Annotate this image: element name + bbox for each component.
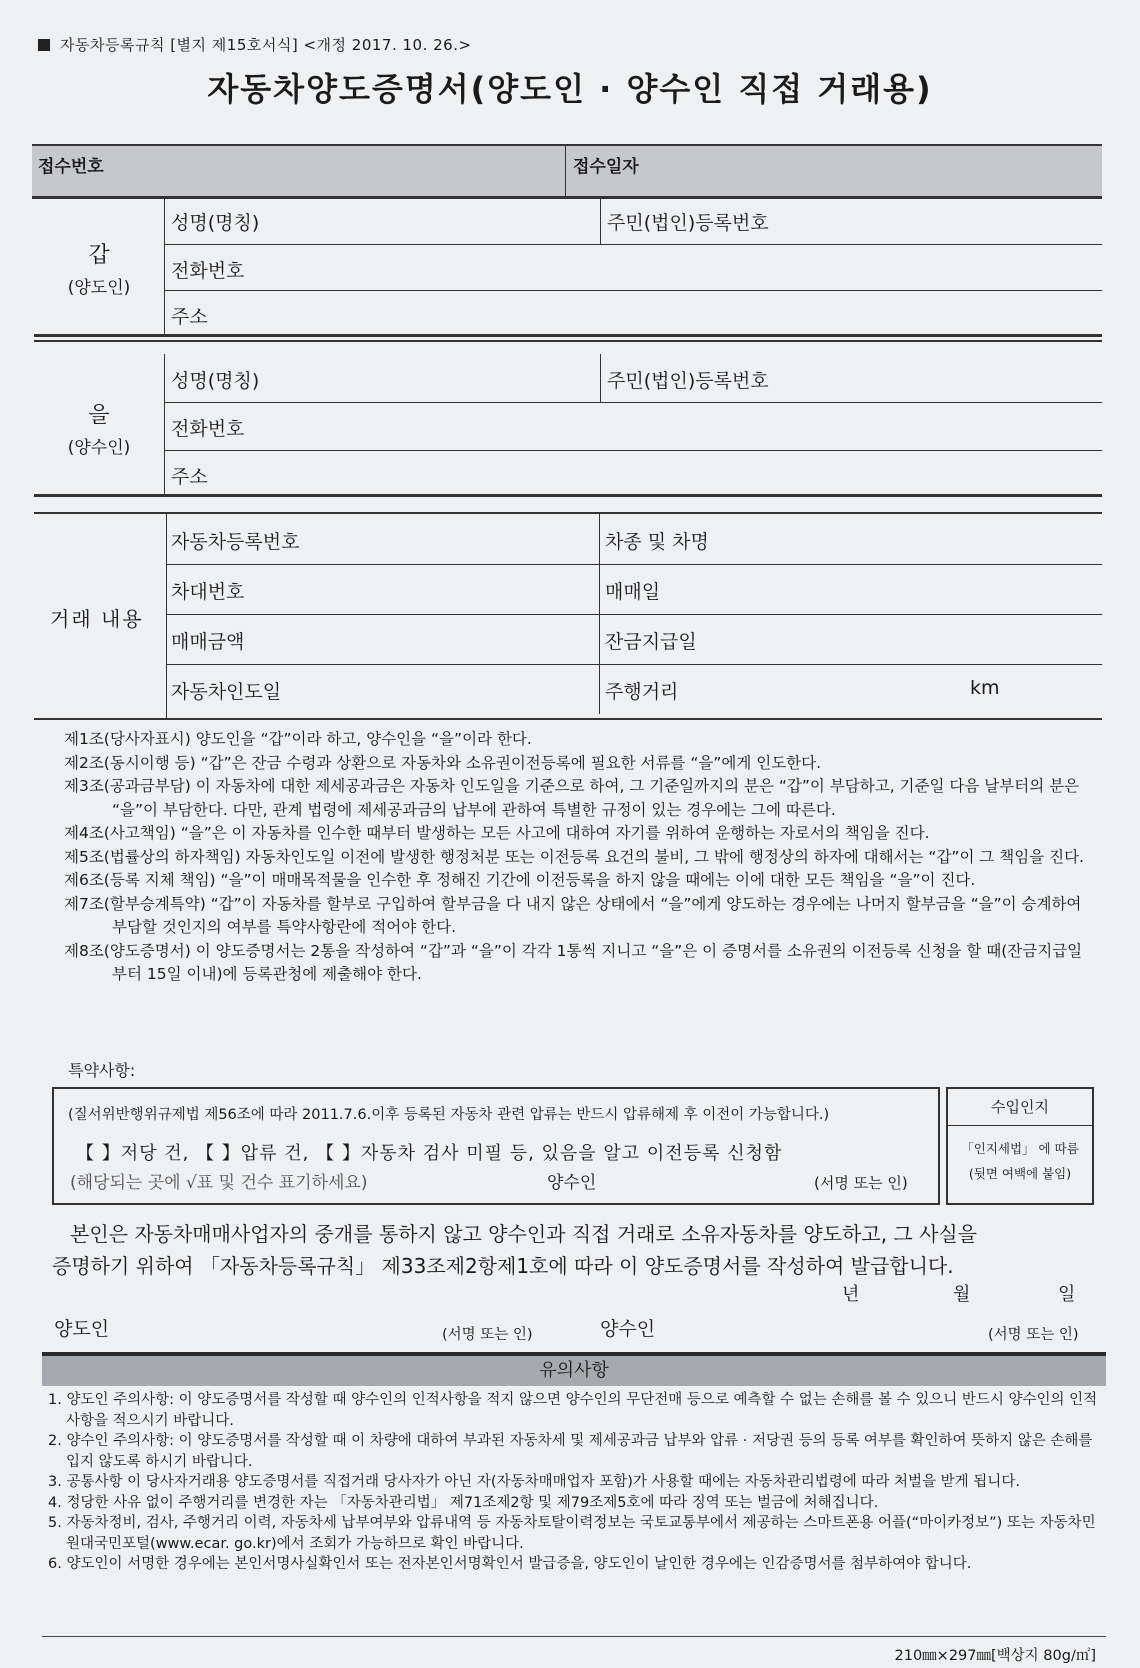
trade-row-2: [167, 564, 1102, 615]
row-divider: [599, 514, 600, 564]
buyer-name-row: [165, 354, 1102, 403]
special-terms-checklist[interactable]: 【 】저당 건, 【 】압류 건, 【 】자동차 검사 미필 등, 있음을 알고 이전등록 신청함: [76, 1143, 783, 1164]
row-divider: [599, 614, 600, 664]
special-transferee-label: 양수인: [547, 1173, 597, 1193]
reg-number-field[interactable]: 자동차등록번호: [171, 531, 300, 553]
note-item: 5. 자동차정비, 검사, 주행거리 이력, 자동차세 납부여부와 압류내역 등 자동차토탈이력정보는 국토교통부에서 제공하는 스마트폰용 어플(“마이카정보”) 또는 자동차민원대국민포털(www.ecar. go.kr)에서 조회가 가능하므로 확인 바랍니다.: [48, 1515, 1096, 1552]
date-day[interactable]: 일: [1058, 1284, 1076, 1305]
buyer-label-cell: [34, 354, 165, 494]
article: 제1조(당사자표시) 양도인을 “갑”이라 하고, 양수인을 “을”이라 한다.: [64, 730, 532, 748]
seller-name-field[interactable]: 성명(명칭): [171, 212, 260, 234]
bottom-rule: [42, 1636, 1106, 1637]
buyer-phone-field[interactable]: 전화번호: [171, 418, 245, 440]
revenue-stamp-note-2: (뒷면 여백에 붙임): [968, 1166, 1072, 1181]
trade-label-cell: [34, 514, 167, 718]
seller-phone-row: [165, 244, 1102, 291]
transferee-signature[interactable]: (서명 또는 인): [988, 1327, 1079, 1343]
receipt-date-label: 접수일자: [573, 157, 639, 177]
transferor-signature[interactable]: (서명 또는 인): [442, 1327, 533, 1343]
special-terms-box[interactable]: [52, 1087, 940, 1205]
seller-id-field[interactable]: 주민(법인)등록번호: [607, 212, 769, 234]
row-divider: [599, 564, 600, 614]
transferor-label: 양도인: [54, 1318, 110, 1340]
buyer-sublabel: (양수인): [67, 438, 131, 458]
form-reference-text: 자동차등록규칙 [별지 제15호서식] <개정 2017. 10. 26.>: [60, 36, 472, 54]
notes-list: [48, 1390, 1098, 1575]
balance-date-field[interactable]: 잔금지급일: [605, 631, 697, 653]
buyer-id-field[interactable]: 주민(법인)등록번호: [607, 370, 769, 392]
date-month[interactable]: 월: [953, 1284, 971, 1305]
square-bullet-icon: [38, 39, 50, 51]
vin-field[interactable]: 차대번호: [171, 581, 245, 603]
row-divider: [599, 664, 600, 714]
article: 제8조(양도증명서) 이 양도증명서는 2통을 작성하여 “갑”과 “을”이 각각 1통씩 지니고 “을”은 이 증명서를 소유권의 이전등록 신청을 할 때(잔금지급일부터 15일 이내)에 등록관청에 제출해야 한다.: [64, 941, 1083, 983]
buyer-name-field[interactable]: 성명(명칭): [171, 370, 260, 392]
revenue-stamp-note-1: 「인지세법」 에 따름: [961, 1141, 1079, 1156]
receipt-bar: [32, 144, 1102, 199]
note-item: 4. 정당한 사유 없이 주행거리를 변경한 자는 「자동차관리법」 제71조제2항 및 제79조제5호에 따라 징역 또는 벌금에 처해집니다.: [48, 1494, 879, 1511]
buyer-address-field[interactable]: 주소: [171, 466, 208, 488]
seller-label-cell: [34, 196, 165, 334]
trade-label: 거래 내용: [50, 607, 144, 631]
buyer-label: 을: [88, 403, 110, 428]
seller-section: [34, 196, 1102, 337]
price-field[interactable]: 매매금액: [171, 631, 245, 653]
article: 제5조(법률상의 하자책임) 자동차인도일 이전에 발생한 행정처분 또는 이전등록 요건의 불비, 그 밖에 행정상의 하자에 대해서는 “갑”이 그 책임을 진다.: [64, 847, 1084, 866]
notes-title: 유의사항: [42, 1352, 1106, 1386]
special-terms-hint: (해당되는 곳에 √표 및 건수 표기하세요): [70, 1173, 368, 1193]
contract-articles: [64, 728, 1084, 987]
declaration-line: 증명하기 위하여 「자동차등록규칙」 제33조제2항제1호에 따라 이 양도증명서를 작성하여 발급합니다.: [52, 1254, 954, 1278]
article: 제7조(할부승계특약) “갑”이 자동차를 할부로 구입하여 할부금을 다 내지 않은 상태에서 “을”에게 양도하는 경우에는 나머지 할부금을 “을”이 승계하여 부담할 것인지의 여부를 특약사항란에 적어야 한다.: [64, 894, 1082, 936]
date-year[interactable]: 년: [842, 1284, 860, 1305]
seller-phone-field[interactable]: 전화번호: [171, 260, 245, 282]
note-item: 6. 양도인이 서명한 경우에는 본인서명사실확인서 또는 전자본인서명확인서 발급증을, 양도인이 날인한 경우에는 인감증명서를 첨부하여야 합니다.: [48, 1556, 972, 1572]
special-terms-label: 특약사항:: [68, 1061, 136, 1080]
note-item: 3. 공통사항 이 당사자거래용 양도증명서를 직접거래 당사자가 아닌 자(자동차매매업자 포함)가 사용할 때에는 자동차관리법령에 따라 처벌을 받게 됩니다.: [48, 1474, 1020, 1490]
special-signature-field[interactable]: (서명 또는 인): [814, 1174, 908, 1192]
article: 제6조(등록 지체 책임) “을”이 매매목적물을 인수한 후 정해진 기간에 이전등록을 하지 않을 때에는 이에 대한 모든 책임을 “을”이 진다.: [64, 871, 976, 889]
receipt-divider: [565, 146, 566, 196]
declaration-line: 본인은 자동차매매사업자의 중개를 통하지 않고 양수인과 직접 거래로 소유자동차를 양도하고, 그 사실을: [70, 1222, 978, 1246]
row-divider: [600, 196, 601, 244]
model-field[interactable]: 차종 및 차명: [605, 531, 709, 553]
article: 제2조(동시이행 등) “갑”은 잔금 수령과 상환으로 자동차와 소유권이전등록에 필요한 서류를 “을”에게 인도한다.: [64, 753, 822, 772]
mileage-unit: km: [970, 677, 1000, 699]
trade-row-1: [167, 514, 1102, 565]
buyer-phone-row: [165, 402, 1102, 451]
paper-spec: 210㎜×297㎜[백상지 80g/㎡]: [894, 1648, 1096, 1664]
buyer-section: [34, 354, 1102, 497]
buyer-address-row: [165, 450, 1102, 494]
row-divider: [600, 354, 601, 402]
receipt-number-label: 접수번호: [38, 157, 104, 177]
form-reference: [38, 34, 472, 55]
sale-date-field[interactable]: 매매일: [605, 581, 661, 603]
transferee-label: 양수인: [600, 1318, 656, 1340]
delivery-date-field[interactable]: 자동차인도일: [171, 681, 282, 703]
seller-name-row: [165, 196, 1102, 245]
seller-sublabel: (양도인): [67, 278, 131, 298]
document-title: 자동차양도증명서(양도인 · 양수인 직접 거래용): [207, 70, 933, 108]
article: 제3조(공과금부담) 이 자동차에 대한 제세공과금은 자동차 인도일을 기준으로 하여, 그 기준일까지의 분은 “갑”이 부담하고, 기준일 다음 날부터의 분은 “을”이 부담한다. 다만, 관계 법령에 제세공과금의 납부에 관하여 특별한 규정이 있는 경우에는 그에 따른다.: [64, 777, 1080, 819]
seller-address-field[interactable]: 주소: [171, 306, 208, 328]
section-rule: [34, 340, 1102, 342]
note-item: 1. 양도인 주의사항: 이 양도증명서를 작성할 때 양수인의 인적사항을 적지 않으면 양수인의 무단전매 등으로 예측할 수 없는 손해를 볼 수 있으니 반드시 양수인의 인적사항을 적으시기 바랍니다.: [48, 1392, 1098, 1429]
revenue-stamp-box: [946, 1087, 1094, 1205]
trade-row-3: [167, 614, 1102, 665]
mileage-field[interactable]: 주행거리: [605, 681, 679, 703]
declaration: [52, 1218, 1102, 1282]
article: 제4조(사고책임) “을”은 이 자동차를 인수한 때부터 발생하는 모든 사고에 대하여 자기를 위하여 운행하는 자로서의 책임을 진다.: [64, 824, 930, 842]
seller-address-row: [165, 290, 1102, 334]
revenue-stamp-title: 수입인지: [948, 1089, 1092, 1126]
special-terms-note: (질서위반행위규제법 제56조에 따라 2011.7.6.이후 등록된 자동차 관련 압류는 반드시 압류해제 후 이전이 가능합니다.): [68, 1107, 830, 1123]
trade-section: [34, 512, 1102, 720]
note-item: 2. 양수인 주의사항: 이 양도증명서를 작성할 때 이 차량에 대하여 부과된 자동차세 및 제세공과금 납부와 압류 · 저당권 등의 등록 여부를 확인하여 뜻하지 않은 손해를 입지 않도록 하시기 바랍니다.: [48, 1433, 1093, 1470]
seller-label: 갑: [88, 243, 110, 268]
trade-row-4: [167, 664, 1102, 714]
